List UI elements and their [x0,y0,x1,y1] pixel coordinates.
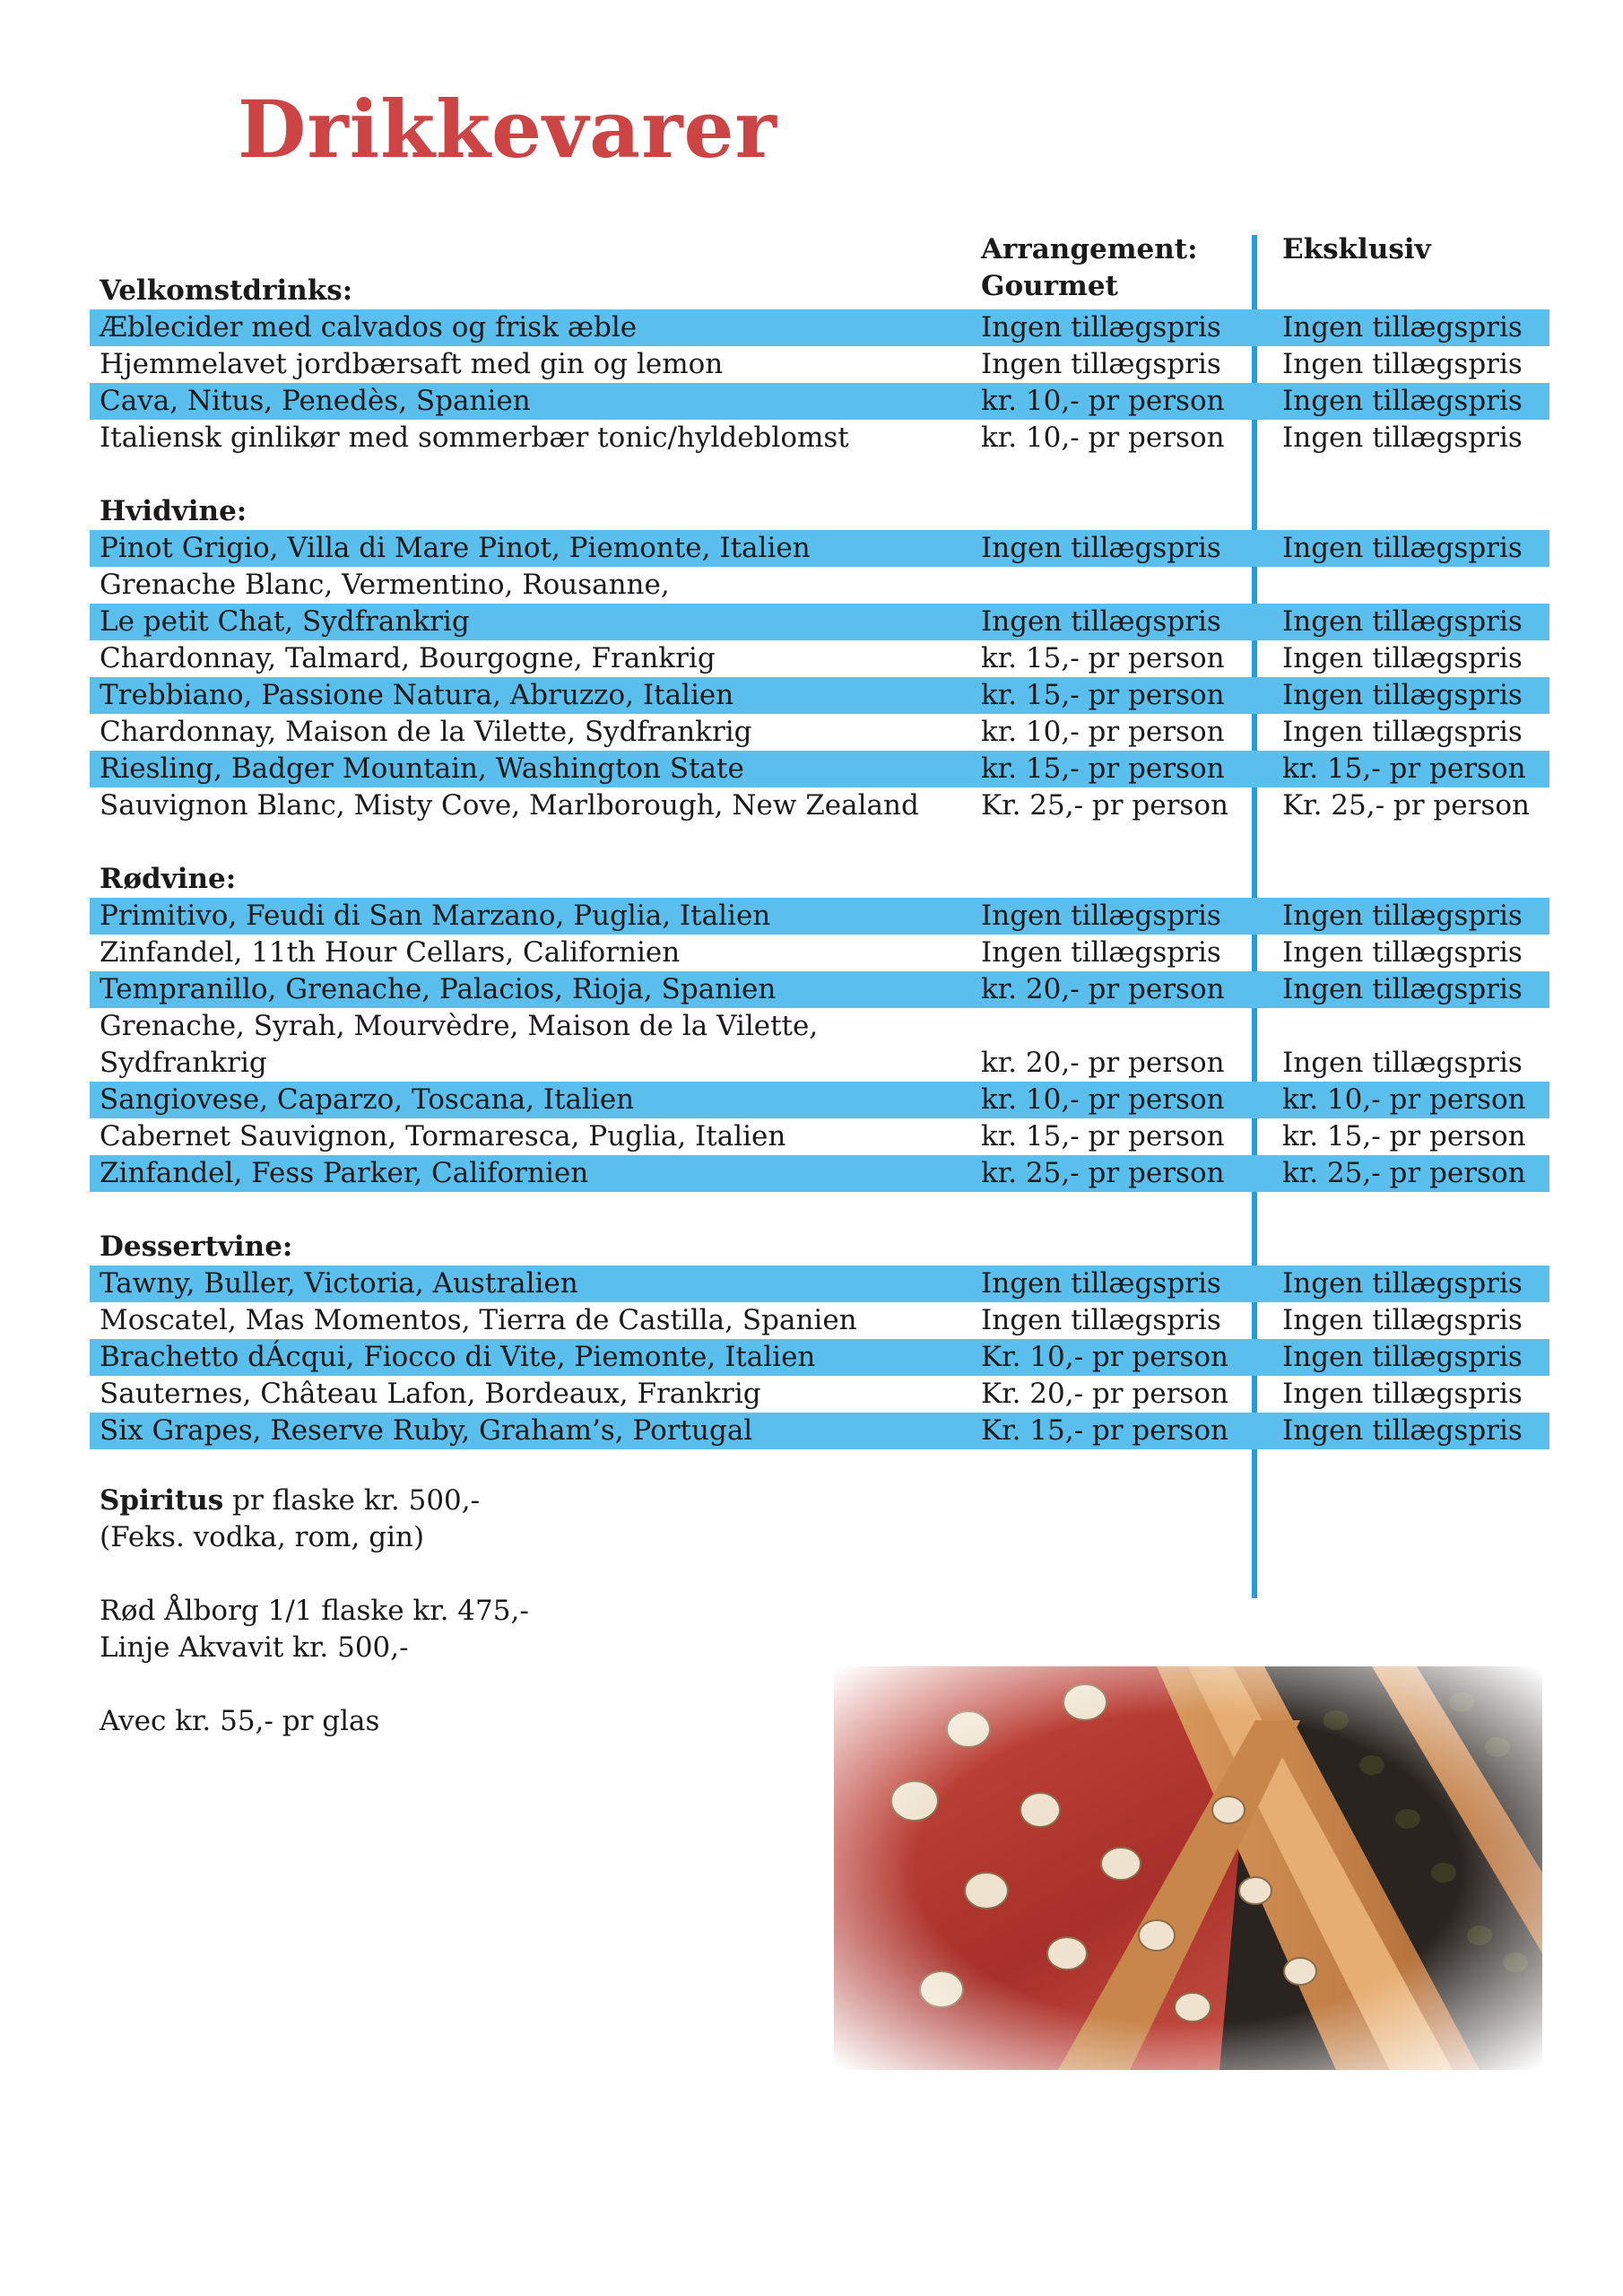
gourmet-price: kr. 10,- pr person [981,1083,1225,1116]
exklusiv-price: kr. 15,- pr person [1282,1120,1526,1152]
wine-row [90,309,1549,346]
exklusiv-price: Ingen tillægspris [1282,422,1523,454]
wine-row [90,971,1549,1008]
gourmet-price: Ingen tillægspris [981,900,1221,932]
drinks-menu [90,273,1549,1449]
gourmet-price: Ingen tillægspris [981,311,1221,344]
wine-row [90,1082,1549,1118]
exklusiv-price: Kr. 25,- pr person [1282,789,1530,822]
wine-name-line: Æblecider med calvados og frisk æble [100,311,638,344]
column-header-exklusiv [1282,231,1431,268]
exklusiv-price: Ingen tillægspris [1282,385,1523,417]
gourmet-price: kr. 15,- pr person [981,1120,1225,1152]
spiritus-note: (Feks. vodka, rom, gin) [100,1521,425,1553]
exklusiv-price: Ingen tillægspris [1282,1378,1523,1410]
wine-name-line: Sangiovese, Caparzo, Toscana, Italien [100,1083,635,1116]
extras-list [100,1483,529,1740]
exklusiv-price: kr. 25,- pr person [1282,1157,1526,1189]
gourmet-price: kr. 10,- pr person [981,422,1225,454]
gourmet-price: kr. 15,- pr person [981,642,1225,674]
section-heading: Dessertvine: [100,1231,293,1263]
wine-row [90,1155,1549,1192]
wine-name [100,1118,785,1155]
wine-name [100,751,744,787]
wine-name [100,420,849,457]
wine-name [100,346,723,383]
wine-row [90,640,1549,677]
gourmet-price: kr. 25,- pr person [981,1157,1225,1189]
section-heading: Velkomstdrinks: [100,274,353,307]
exklusiv-price: Ingen tillægspris [1282,1267,1523,1300]
exklusiv-price: Ingen tillægspris [1282,532,1523,564]
exklusiv-price: Ingen tillægspris [1282,348,1523,380]
wine-name [100,1339,815,1376]
gourmet-price: Ingen tillægspris [981,1267,1221,1300]
exklusiv-price: Ingen tillægspris [1282,973,1523,1005]
exklusiv-price: kr. 10,- pr person [1282,1083,1526,1116]
wine-name-line: Cava, Nitus, Penedès, Spanien [100,385,531,417]
gourmet-price: Kr. 10,- pr person [981,1341,1228,1373]
wine-name-line: Primitivo, Feudi di San Marzano, Puglia, Italien [100,900,771,932]
wine-name [100,1302,857,1339]
wine-name-line: Zinfandel, 11th Hour Cellars, Californien [100,936,681,969]
spiritus-line [100,1483,529,1519]
wine-name-line: Brachetto dÁcqui, Fiocco di Vite, Piemonte, Italien [100,1341,816,1373]
wine-name [100,898,770,935]
wine-name-line: Tempranillo, Grenache, Palacios, Rioja, Spanien [100,973,777,1005]
exklusiv-price: Ingen tillægspris [1282,900,1523,932]
gourmet-price: Kr. 20,- pr person [981,1378,1228,1410]
wine-cellar-photo [834,1666,1542,2070]
wine-name [100,935,680,971]
wine-name-line: Moscatel, Mas Momentos, Tierra de Castilla, Spanien [100,1304,857,1336]
wine-name-line: Chardonnay, Talmard, Bourgogne, Frankrig [100,642,716,674]
gourmet-price: kr. 10,- pr person [981,716,1225,748]
wine-row [90,1008,1549,1082]
wine-name [100,1376,761,1413]
wine-name [100,309,637,346]
gourmet-price: Kr. 15,- pr person [981,1414,1228,1447]
gourmet-price: kr. 10,- pr person [981,385,1225,417]
column-header-gourmet-line2: Gourmet [981,270,1118,302]
wine-name [100,1155,588,1192]
gourmet-price: Ingen tillægspris [981,936,1221,969]
spiritus-label: Spiritus [100,1484,224,1517]
wine-row [90,604,1549,640]
wine-row [90,1376,1549,1413]
column-header-gourmet-line1: Arrangement: [981,233,1198,265]
wine-name [100,604,470,640]
section-heading: Rødvine: [100,863,237,895]
wine-row [90,1339,1549,1376]
gourmet-price: Ingen tillægspris [981,1304,1221,1336]
wine-name-line: Tawny, Buller, Victoria, Australien [100,1267,578,1300]
wine-row [90,346,1549,383]
spiritus-text: pr flaske kr. 500,- [223,1484,481,1517]
exklusiv-price: Ingen tillægspris [1282,605,1523,638]
exklusiv-price: Ingen tillægspris [1282,1304,1523,1336]
wine-name [100,677,733,714]
exklusiv-price: Ingen tillægspris [1282,1414,1523,1447]
wine-name-line: Riesling, Badger Mountain, Washington State [100,752,744,785]
wine-name-line: Chardonnay, Maison de la Vilette, Sydfrankrig [100,716,752,748]
wine-name [100,1082,634,1118]
wine-name-line: Le petit Chat, Sydfrankrig [100,605,470,638]
wine-row [90,714,1549,751]
wine-name [100,1265,578,1302]
wine-name [100,714,752,751]
wine-row [90,935,1549,971]
wine-name-line: Cabernet Sauvignon, Tormaresca, Puglia, Italien [100,1120,786,1152]
exklusiv-price: Ingen tillægspris [1282,936,1523,969]
gourmet-price: kr. 20,- pr person [981,973,1225,1005]
wine-name-line: Grenache, Syrah, Mourvèdre, Maison de la Vilette, [100,1010,819,1042]
wine-name [100,1008,818,1082]
wine-name [100,787,919,824]
exklusiv-price: Ingen tillægspris [1282,716,1523,748]
wine-name-line: Sauvignon Blanc, Misty Cove, Marlborough, New Zealand [100,789,919,822]
exklusiv-price: kr. 15,- pr person [1282,752,1526,785]
wine-name-line: Italiensk ginlikør med sommerbær tonic/hyldeblomst [100,422,849,454]
exklusiv-price: Ingen tillægspris [1282,642,1523,674]
wine-name-line: Zinfandel, Fess Parker, Californien [100,1157,589,1189]
wine-row [90,1118,1549,1155]
wine-name [100,530,811,567]
wine-name-line: Pinot Grigio, Villa di Mare Pinot, Piemonte, Italien [100,532,811,564]
wine-name [100,383,531,420]
exklusiv-price: Ingen tillægspris [1282,1047,1523,1079]
wine-name-line: Grenache Blanc, Vermentino, Rousanne, [100,569,670,601]
gourmet-price: kr. 15,- pr person [981,679,1225,711]
wine-row [90,677,1549,714]
wine-row [90,751,1549,787]
gourmet-price: kr. 15,- pr person [981,752,1225,785]
wine-row [90,787,1549,824]
wine-row [90,383,1549,420]
exklusiv-price: Ingen tillægspris [1282,1341,1523,1373]
wine-name-line: Hjemmelavet jordbærsaft med gin og lemon [100,348,724,380]
gourmet-price: Ingen tillægspris [981,532,1221,564]
page-title: Drikkevarer [238,83,777,176]
wine-name-line: Sauternes, Château Lafon, Bordeaux, Frankrig [100,1378,761,1410]
wine-name-line: Six Grapes, Reserve Ruby, Graham’s, Portugal [100,1414,753,1447]
gourmet-price: kr. 20,- pr person [981,1047,1225,1079]
wine-row [90,1265,1549,1302]
wine-name [100,640,716,677]
gourmet-price: Ingen tillægspris [981,348,1221,380]
wine-row [90,898,1549,935]
linje-line: Linje Akvavit kr. 500,- [100,1631,409,1664]
wine-name-line: Sydfrankrig [100,1047,267,1079]
wine-row [90,1302,1549,1339]
wine-row [90,530,1549,567]
exklusiv-price: Ingen tillægspris [1282,311,1523,344]
gourmet-price: Ingen tillægspris [981,605,1221,638]
wine-row [90,1413,1549,1449]
wine-row [90,567,1549,604]
gourmet-price: Kr. 25,- pr person [981,789,1228,822]
column-header-exklusiv-label: Eksklusiv [1282,233,1431,265]
wine-name-line: Trebbiano, Passione Natura, Abruzzo, Italien [100,679,734,711]
exklusiv-price: Ingen tillægspris [1282,679,1523,711]
section-heading: Hvidvine: [100,495,247,527]
wine-name [100,1413,752,1449]
avec-line: Avec kr. 55,- pr glas [100,1705,380,1737]
wine-name [100,567,670,604]
wine-row [90,420,1549,457]
aalborg-line: Rød Ålborg 1/1 flaske kr. 475,- [100,1595,529,1627]
wine-name [100,971,776,1008]
